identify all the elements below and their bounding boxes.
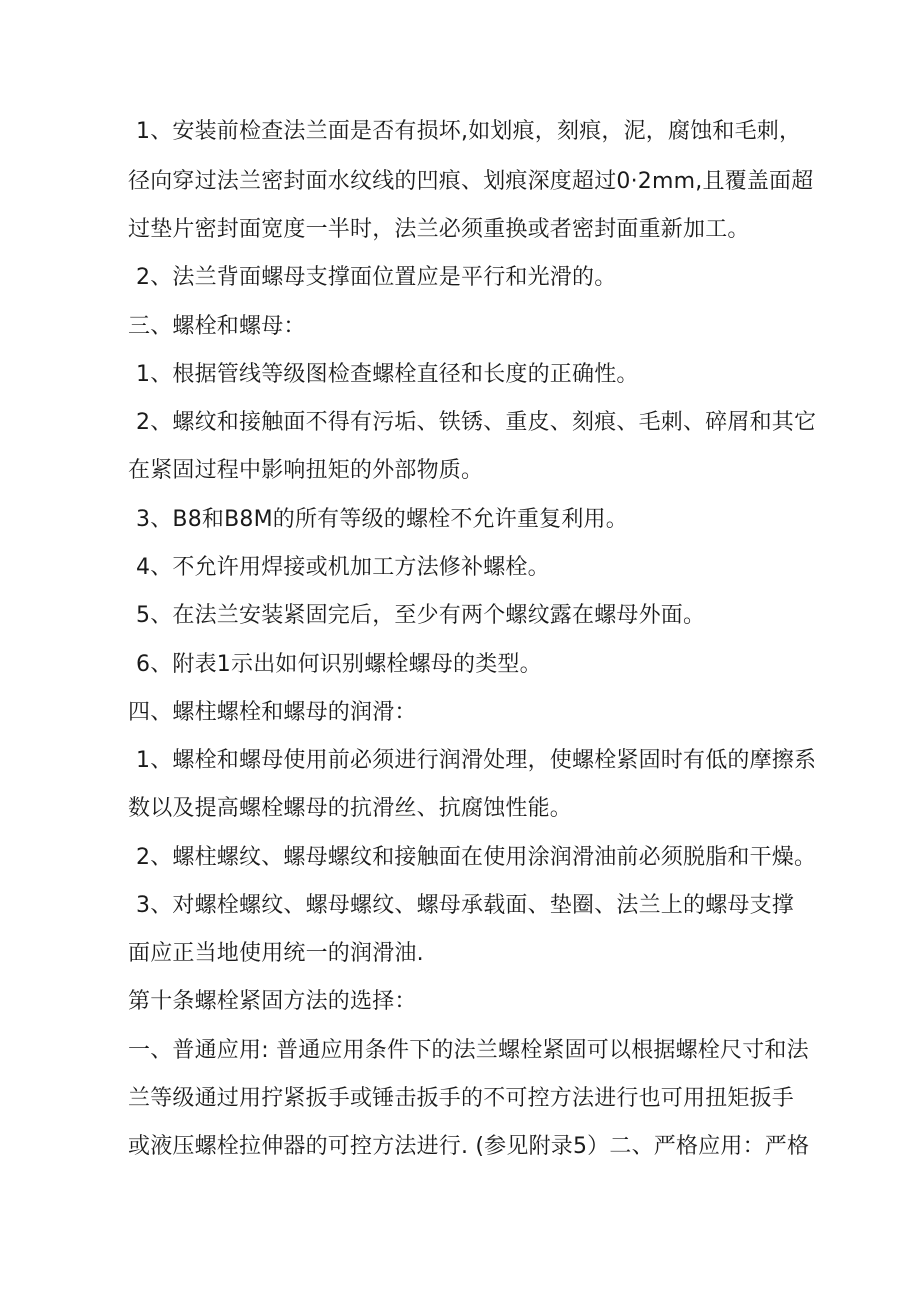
paragraph-line: 1、根据管线等级图检查螺栓直径和长度的正确性。 — [136, 362, 639, 387]
paragraph-line: 5、在法兰安装紧固完后，至少有两个螺纹露在螺母外面。 — [136, 603, 706, 628]
paragraph-line: 在紧固过程中影响扭矩的外部物质。 — [128, 458, 484, 483]
section-heading: 三、螺栓和螺母： — [128, 314, 306, 339]
paragraph-line: 4、不允许用焊接或机加工方法修补螺栓。 — [136, 555, 550, 580]
paragraph-line: 面应正当地使用统一的润滑油. — [128, 941, 424, 966]
paragraph-line: 2、螺纹和接触面不得有污垢、铁锈、重皮、刻痕、毛刺、碎屑和其它 — [136, 410, 817, 435]
section-heading: 四、螺柱螺栓和螺母的润滑： — [128, 700, 417, 725]
paragraph-line: 数以及提高螺栓螺母的抗滑丝、抗腐蚀性能。 — [128, 796, 573, 821]
paragraph-line: 或液压螺栓拉伸器的可控方法进行. (参见附录5）二、严格应用：严格 — [128, 1134, 810, 1159]
paragraph-line: 径向穿过法兰密封面水纹线的凹痕、划痕深度超过0·2mm,且覆盖面超 — [128, 169, 814, 194]
paragraph-line: 一、普通应用: 普通应用条件下的法兰螺栓紧固可以根据螺栓尺寸和法 — [128, 1038, 809, 1063]
paragraph-line: 3、B8和B8M的所有等级的螺栓不允许重复利用。 — [136, 507, 628, 532]
paragraph-line: 兰等级通过用拧紧扳手或锤击扳手的不可控方法进行也可用扭矩扳手 — [128, 1086, 795, 1111]
section-heading: 第十条螺栓紧固方法的选择： — [128, 989, 417, 1014]
paragraph-line: 2、螺柱螺纹、螺母螺纹和接触面在使用涂润滑油前必须脱脂和干燥。 — [136, 845, 817, 870]
paragraph-line: 过垫片密封面宽度一半时，法兰必须重换或者密封面重新加工。 — [128, 217, 750, 242]
paragraph-line: 2、法兰背面螺母支撑面位置应是平行和光滑的。 — [136, 265, 617, 290]
paragraph-line: 6、附表1示出如何识别螺栓螺母的类型。 — [136, 652, 542, 677]
paragraph-line: 1、螺栓和螺母使用前必须进行润滑处理，使螺栓紧固时有低的摩擦系 — [136, 748, 817, 773]
paragraph-line: 1、安装前检查法兰面是否有损坏,如划痕，刻痕，泥，腐蚀和毛刺， — [136, 119, 802, 144]
paragraph-line: 3、对螺栓螺纹、螺母螺纹、螺母承载面、垫圈、法兰上的螺母支撑 — [136, 893, 794, 918]
